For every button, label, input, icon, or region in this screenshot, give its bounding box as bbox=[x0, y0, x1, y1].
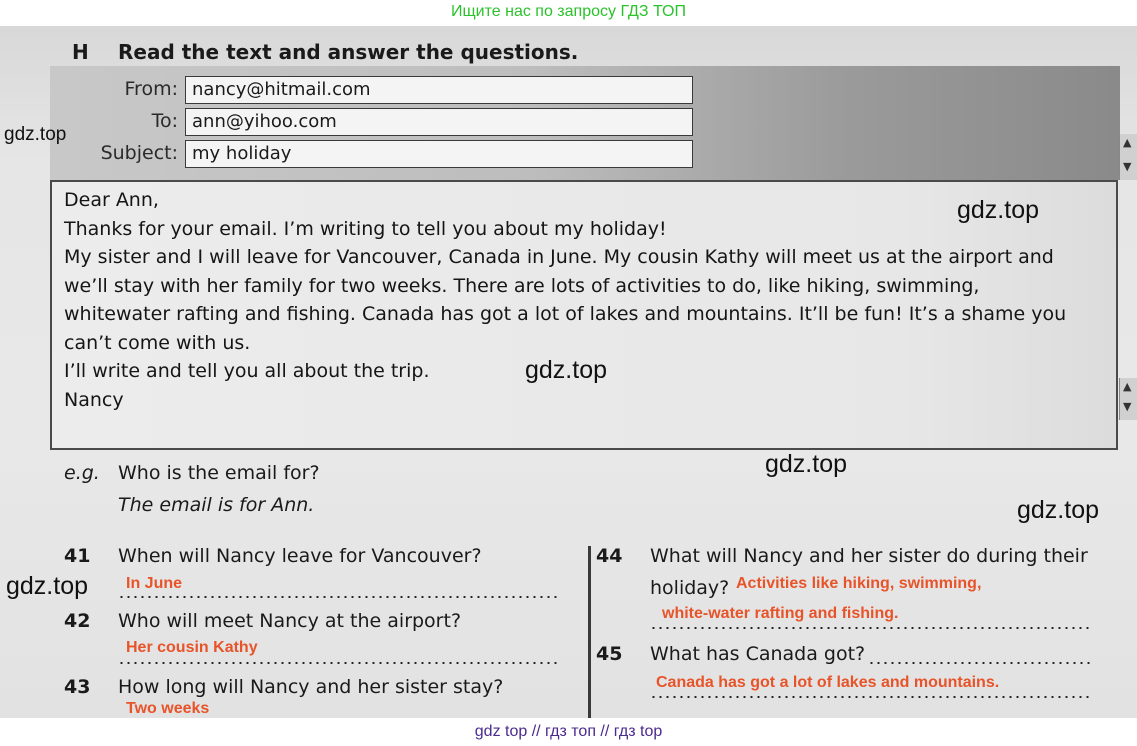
question-text: Who will meet Nancy at the airport? bbox=[118, 610, 462, 632]
subject-field: my holiday bbox=[185, 140, 693, 168]
section-title: Read the text and answer the questions. bbox=[118, 40, 579, 64]
question-text: When will Nancy leave for Vancouver? bbox=[118, 545, 482, 567]
header-scrollbar bbox=[1119, 134, 1137, 180]
answer-line bbox=[118, 662, 560, 664]
scroll-down-icon: ▼ bbox=[1123, 400, 1132, 413]
from-field: nancy@hitmail.com bbox=[185, 76, 693, 104]
watermark: gdz.top bbox=[1017, 496, 1100, 524]
answer-text: Two weeks bbox=[126, 700, 210, 717]
from-label: From: bbox=[124, 78, 178, 100]
email-line: Thanks for your email. I’m writing to tell you about my holiday! bbox=[64, 217, 667, 240]
answer-text: white-water rafting and fishing. bbox=[662, 605, 899, 622]
to-field: ann@yihoo.com bbox=[185, 108, 693, 136]
body-scrollbar bbox=[1119, 378, 1137, 420]
subject-label: Subject: bbox=[100, 142, 178, 164]
bottom-banner: gdz top // гдз топ // гдз top bbox=[474, 723, 663, 740]
question-text: What has Canada got? bbox=[650, 643, 866, 665]
question-text: How long will Nancy and her sister stay? bbox=[118, 676, 504, 698]
scroll-down-icon: ▼ bbox=[1123, 160, 1132, 173]
answer-text: Canada has got a lot of lakes and mountains. bbox=[656, 674, 1000, 691]
question-number: 41 bbox=[64, 545, 91, 567]
answer-line bbox=[118, 596, 560, 598]
scroll-up-icon: ▲ bbox=[1123, 380, 1132, 393]
example-label: e.g. bbox=[64, 462, 100, 484]
to-label: To: bbox=[151, 110, 178, 132]
email-line: can’t come with us. bbox=[64, 331, 251, 354]
question-text: holiday? bbox=[650, 577, 730, 599]
email-line: whitewater rafting and fishing. Canada has got a lot of lakes and mountains. It’ll be fun! It’s a shame you bbox=[64, 303, 1067, 325]
example-answer: The email is for Ann. bbox=[118, 494, 315, 516]
watermark: gdz.top bbox=[525, 356, 608, 384]
top-banner: Ищите нас по запросу ГДЗ ТОП bbox=[451, 3, 686, 20]
email-line: I’ll write and tell you all about the trip. bbox=[64, 360, 430, 382]
question-number: 43 bbox=[64, 676, 91, 698]
answer-line bbox=[868, 662, 1090, 664]
question-text: What will Nancy and her sister do during their bbox=[650, 545, 1088, 567]
answer-text: In June bbox=[126, 575, 183, 592]
email-line: My sister and I will leave for Vancouver, Canada in June. My cousin Kathy will meet us at the airport and bbox=[64, 246, 1054, 268]
answer-text: Her cousin Kathy bbox=[126, 639, 258, 656]
answer-line bbox=[650, 696, 1090, 698]
email-line: we’ll stay with her family for two weeks. There are lots of activities to do, like hiking, swimming, bbox=[64, 274, 980, 297]
watermark: gdz.top bbox=[6, 572, 89, 600]
watermark: gdz.top bbox=[957, 196, 1040, 224]
watermark: gdz.top bbox=[765, 450, 848, 478]
question-number: 42 bbox=[64, 610, 91, 632]
email-line: Dear Ann, bbox=[64, 189, 159, 211]
watermark: gdz.top bbox=[4, 124, 67, 145]
email-line: Nancy bbox=[64, 388, 124, 411]
section-letter: H bbox=[72, 40, 89, 64]
column-divider bbox=[588, 546, 591, 718]
question-number: 45 bbox=[596, 643, 623, 665]
question-number: 44 bbox=[596, 545, 623, 567]
scroll-up-icon: ▲ bbox=[1123, 136, 1132, 149]
answer-line bbox=[650, 627, 1090, 629]
answer-text: Activities like hiking, swimming, bbox=[736, 575, 982, 592]
example-question: Who is the email for? bbox=[118, 462, 320, 484]
